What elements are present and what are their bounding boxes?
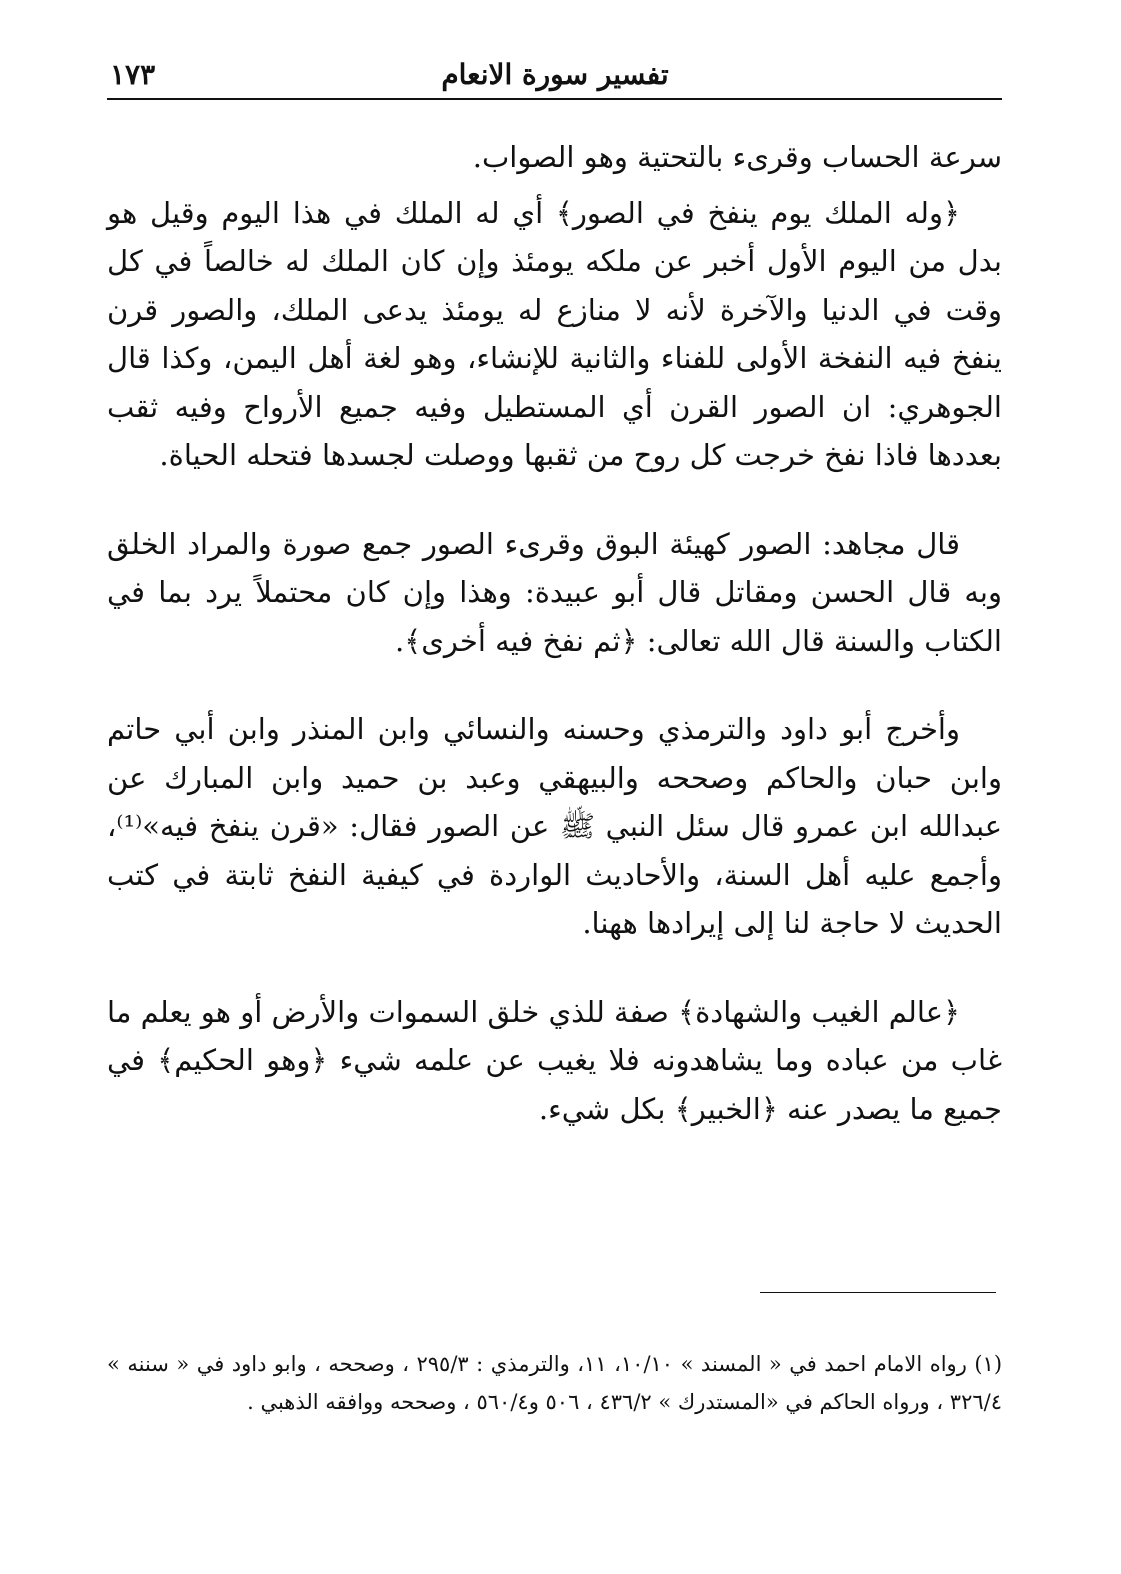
header-divider [107, 98, 1002, 100]
running-header [110, 58, 1000, 98]
paragraph-2: ﴿وله الملك يوم ينفخ في الصور﴾ أي له الملك في هذا اليوم وقيل هو بدل من اليوم الأول أخبر عن ملكه يومئذ وإن كان الملك له خالصاً في كل وقت في الدنيا والآخرة لأنه لا منازع له يومئذ يدعى الملك، والصور قرن ينفخ فيه النفخة الأولى للفناء والثانية للإنشاء، وهو لغة أهل اليمن، وكذا قال الجوهري: ان الصور القرن أي المستطيل وفيه جميع الأرواح وفيه ثقب بعددها فاذا نفخ خرجت كل روح من ثقبها ووصلت لجسدها فتحله الحياة. [107, 195, 1002, 472]
paragraph-3: قال مجاهد: الصور كهيئة البوق وقرىء الصور جمع صورة والمراد الخلق وبه قال الحسن ومقاتل قال أبو عبيدة: وهذا وإن كان محتملاً يرد بما في الكتاب والسنة قال الله تعالى: ﴿ثم نفخ فيه أخرى﴾. [107, 526, 1002, 658]
footnote-divider [760, 1292, 996, 1293]
footnote-1: (١) رواه الامام احمد في « المسند » ١٠/١٠، ١١، والترمذي : ٢٩٥/٣ ، وصححه ، وابو داود في « سننه » ٣٢٦/٤ ، ورواه الحاكم في «المستدرك » ٤٣٦/٢ ، ٥٠٦ و٥٦٠/٤ ، وصححه ووافقه الذهبي . [107, 1352, 1003, 1414]
paragraph-1: سرعة الحساب وقرىء بالتحتية وهو الصواب. [472, 140, 1002, 174]
footnotes [107, 1345, 1002, 1421]
main-text [107, 133, 1002, 1133]
paragraph-5: ﴿عالم الغيب والشهادة﴾ صفة للذي خلق السموات والأرض أو هو يعلم ما غاب من عباده وما يشاهدونه فلا يغيب عن علمه شيء ﴿وهو الحكيم﴾ في جميع ما يصدر عنه ﴿الخبير﴾ بكل شيء. [107, 994, 1002, 1126]
page-number: ١٧٣ [110, 58, 156, 91]
header-title: تفسير سورة الانعام [441, 58, 669, 91]
paragraph-4: وأخرج أبو داود والترمذي وحسنه والنسائي وابن المنذر وابن أبي حاتم وابن حبان والحاكم وصححه والبيهقي وعبد بن حميد وابن المبارك عن عبدالله ابن عمرو قال سئل النبي ﷺ عن الصور فقال: «قرن ينفخ فيه»⁽¹⁾، وأجمع عليه أهل السنة، والأحاديث الواردة في كيفية النفخ ثابتة في كتب الحديث لا حاجة لنا إلى إيرادها ههنا. [107, 712, 1002, 940]
